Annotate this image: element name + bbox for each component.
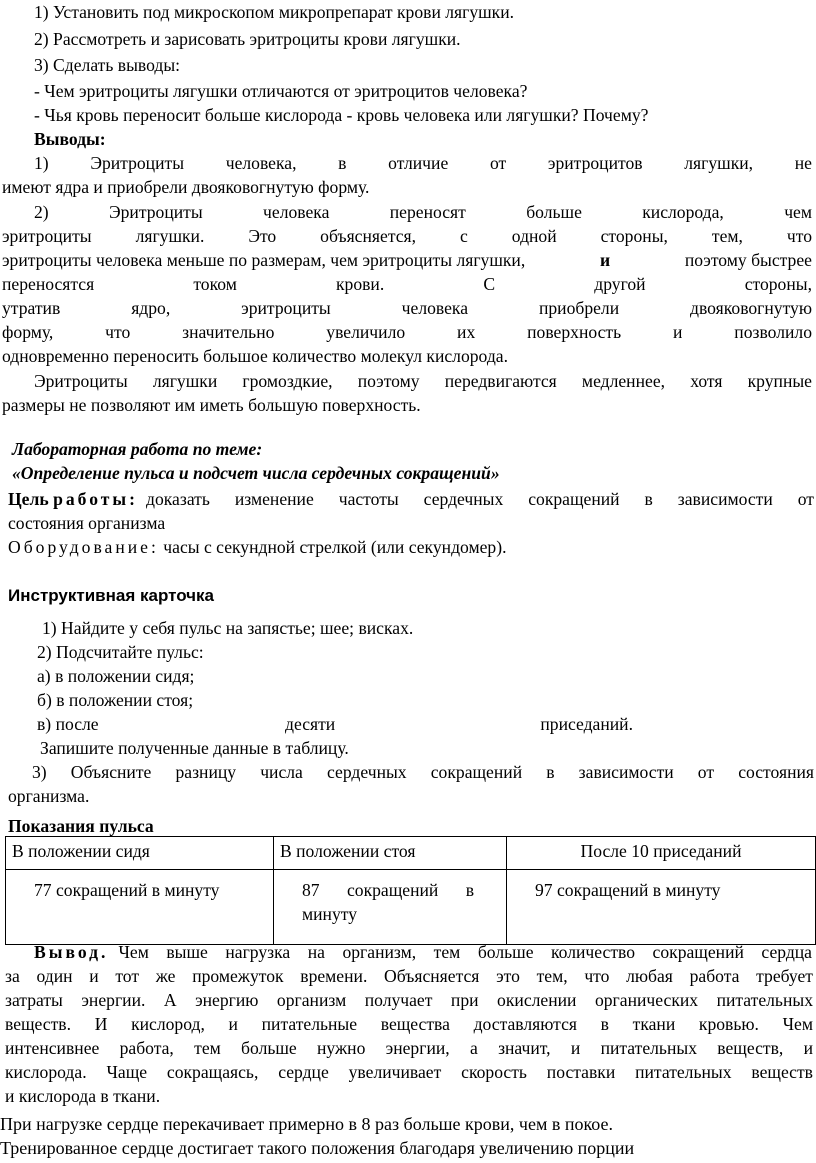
table-cell: 87 сокращений в минуту xyxy=(274,870,507,945)
final-line-2: за один и тот же промежуток времени. Объясняется это тем, что любая работа требует xyxy=(5,966,813,986)
conclusion-3-line-1: Эритроциты лягушки громоздкие, поэтому передвигаются медленнее, хотя крупные xyxy=(34,371,812,391)
table-caption: Показания пульса xyxy=(8,816,154,836)
intro-item-2: 2) Рассмотреть и зарисовать эритроциты крови лягушки. xyxy=(34,29,461,49)
conclusion-2-line-1: 2) Эритроциты человека переносят больше кислорода, чем xyxy=(34,202,812,222)
card-line-7: 3) Объясните разницу числа сердечных сокращений в зависимости от состояния xyxy=(32,762,814,782)
equipment-line xyxy=(8,535,816,559)
lab-title: Лабораторная работа по теме: xyxy=(12,439,263,459)
card-line-6: Запишите полученные данные в таблицу. xyxy=(40,738,349,758)
equipment-label: Оборудование: xyxy=(8,537,159,557)
goal-label-2: работы: xyxy=(53,489,139,509)
table-header-cell: После 10 приседаний xyxy=(507,837,816,870)
card-line-4: б) в положении стоя; xyxy=(37,690,194,710)
table-header-cell: В положении стоя xyxy=(274,837,507,870)
conclusion-2-line-3-tail: поэтому быстрее xyxy=(684,250,812,270)
conclusion-2-line-3-text: эритроциты человека меньше по размерам, чем эритроциты лягушки, xyxy=(2,250,526,270)
conclusion-3-line-2: размеры не позволяют им иметь большую поверхность. xyxy=(2,395,421,415)
table-header-cell: В положении сидя xyxy=(6,837,274,870)
conclusion-2-line-2: эритроциты лягушки. Это объясняется, с одной стороны, тем, что xyxy=(2,226,812,246)
conclusion-2-line-4: переносятся током крови. С другой стороны, xyxy=(2,274,812,294)
final-bold-line-1: При нагрузке сердце перекачивает примерно в 8 раз больше крови, чем в покое. xyxy=(0,1114,614,1134)
card-line-8: организма. xyxy=(8,786,90,806)
conclusion-2-line-5: утратив ядро, эритроциты человека приобрели двояковогнутую xyxy=(2,298,812,318)
final-line-5: интенсивнее работа, тем больше нужно энергии, а значит, и питательных веществ, и xyxy=(5,1038,813,1058)
equipment-text: часы с секундной стрелкой (или секундомер). xyxy=(163,537,507,557)
table-cell: 97 сокращений в минуту xyxy=(507,870,816,945)
card-line-3: а) в положении сидя; xyxy=(37,666,195,686)
conclusion-2-line-6: форму, что значительно увеличило их поверхность и позволило xyxy=(2,322,812,342)
conclusions-heading: Выводы: xyxy=(34,129,106,149)
conclusion-2-line-7: одновременно переносить большое количество молекул кислорода. xyxy=(2,346,509,366)
final-text-1: Чем выше нагрузка на организм, тем больше количество сокращений сердца xyxy=(118,942,812,962)
card-line-5-c: приседаний. xyxy=(540,714,633,734)
card-line-2: 2) Подсчитайте пульс: xyxy=(37,642,204,662)
goal-line xyxy=(8,487,814,511)
lab-subtitle: «Определение пульса и подсчет числа сердечных сокращений» xyxy=(12,463,500,483)
final-line-3: затраты энергии. А энергию организм получает при окислении органических питательных xyxy=(5,990,813,1010)
card-line-1: 1) Найдите у себя пульс на запястье; шее; висках. xyxy=(42,618,414,638)
card-line-5-b: десяти xyxy=(285,714,336,734)
final-line-7: и кислорода в ткани. xyxy=(5,1086,161,1106)
final-label: Вывод. xyxy=(34,942,109,962)
conclusion-2-bold-and: и xyxy=(599,250,611,270)
conclusion-2-line-3 xyxy=(2,248,812,272)
table-cell: 77 сокращений в минуту xyxy=(6,870,274,945)
question-1: - Чем эритроциты лягушки отличаются от эритроцитов человека? xyxy=(34,81,528,101)
conclusion-1-line-2: имеют ядра и приобрели двояковогнутую форму. xyxy=(2,177,370,197)
card-line-5-a: в) после xyxy=(37,714,99,734)
final-line-1 xyxy=(34,940,812,964)
table-header-row xyxy=(6,837,816,870)
card-heading: Инструктивная карточка xyxy=(8,586,215,605)
goal-label: Цель xyxy=(8,489,49,509)
final-line-6: кислорода. Чаще сокращаясь, сердце увеличивает скорость поставки питательных веществ xyxy=(5,1062,813,1082)
final-bold-line-2: Тренированное сердце достигает такого положения благодаря увеличению порции xyxy=(0,1138,635,1158)
goal-text-2: состояния организма xyxy=(8,513,166,533)
intro-item-1: 1) Установить под микроскопом микропрепарат крови лягушки. xyxy=(34,2,515,22)
intro-item-3: 3) Сделать выводы: xyxy=(34,55,181,75)
question-2: - Чья кровь переносит больше кислорода - кровь человека или лягушки? Почему? xyxy=(34,105,649,125)
conclusion-1-line-1: 1) Эритроциты человека, в отличие от эритроцитов лягушки, не xyxy=(34,153,812,173)
goal-label-group xyxy=(8,487,138,511)
goal-text: доказать изменение частоты сердечных сокращений в зависимости от xyxy=(146,489,814,509)
table-row xyxy=(6,870,816,945)
pulse-table xyxy=(5,836,816,945)
final-line-4: веществ. И кислород, и питательные вещества доставляются в ткани кровью. Чем xyxy=(5,1014,813,1034)
